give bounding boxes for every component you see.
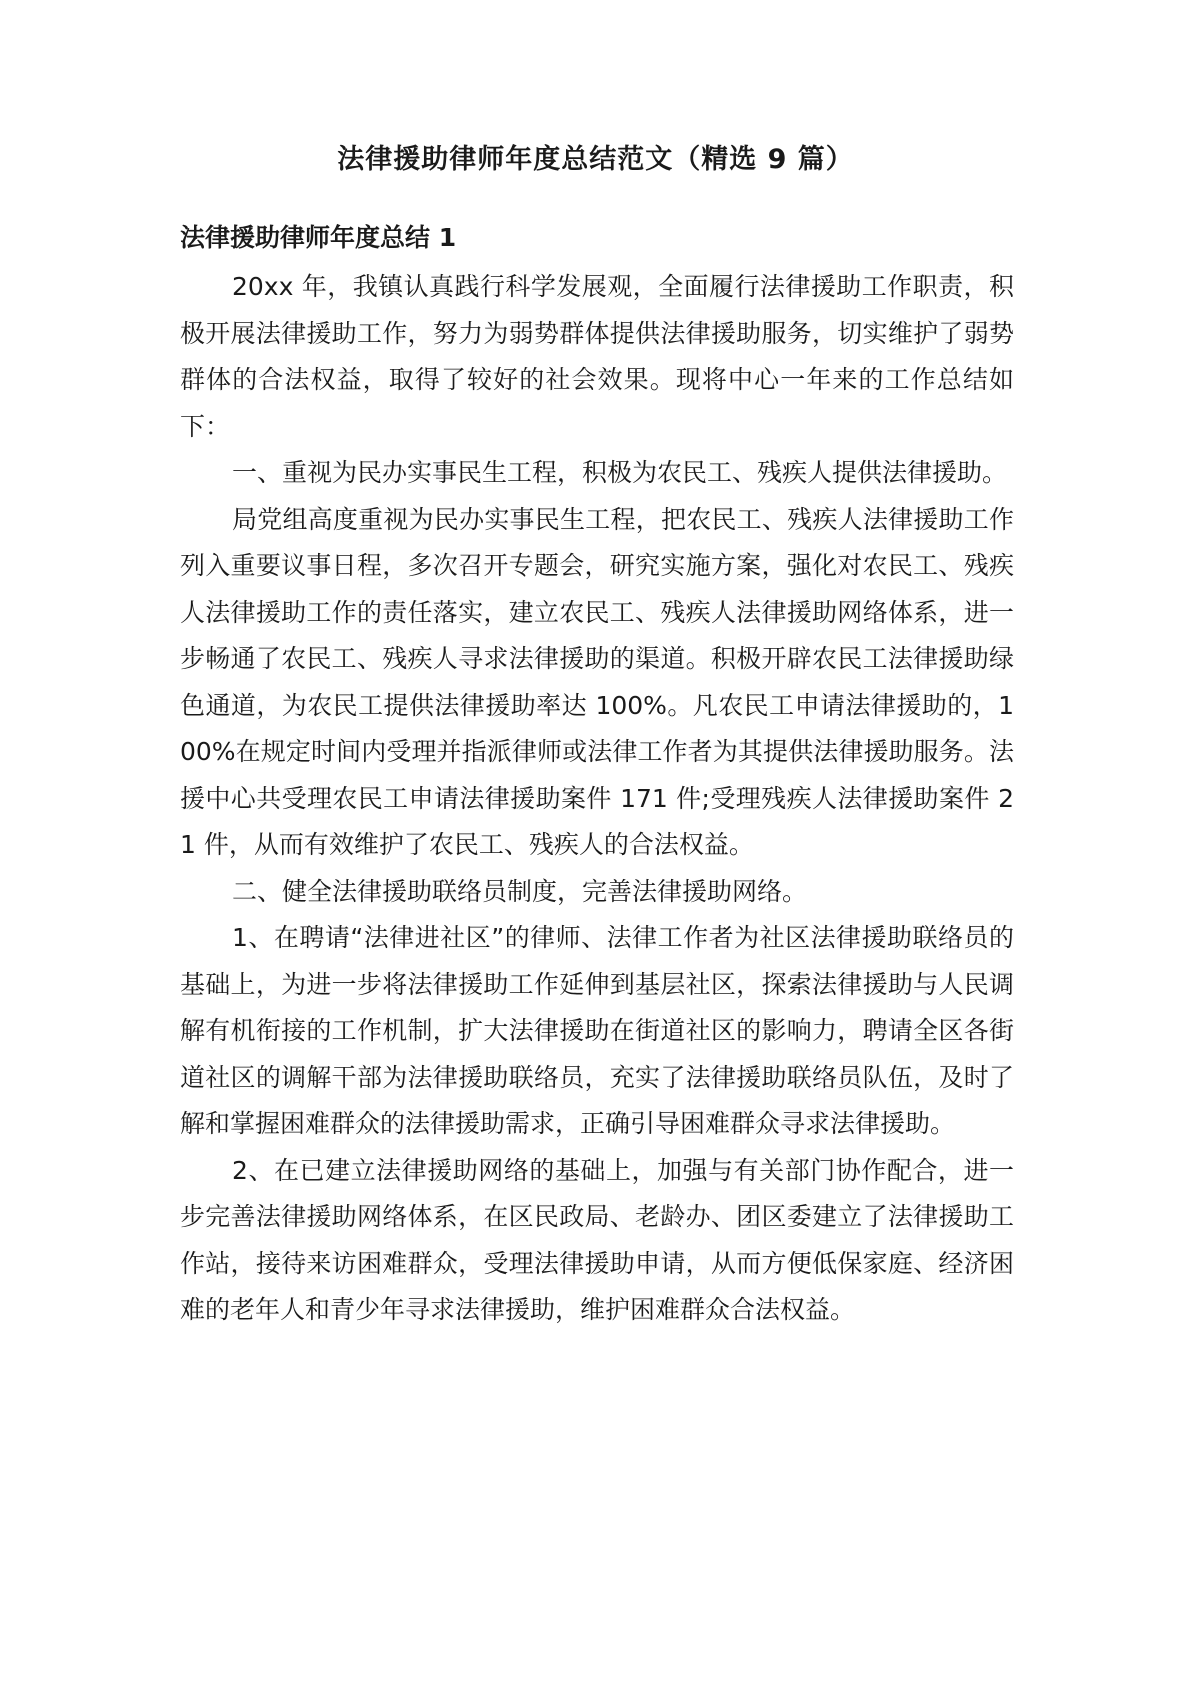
document-title: 法律援助律师年度总结范文（精选 9 篇） <box>337 144 854 175</box>
document-body <box>180 218 1014 1334</box>
paragraph: 二、健全法律援助联络员制度，完善法律援助网络。 <box>232 876 808 906</box>
paragraph: 局党组高度重视为民办实事民生工程，把农民工、残疾人法律援助工作列入重要议事日程，多次召开专题会，研究实施方案，强化对农民工、残疾人法律援助工作的责任落实，建立农民工、残疾人法律援助网络体系，进一步畅通了农民工、残疾人寻求法律援助的渠道。积极开辟农民工法律援助绿色通道，为农民工提供法律援助率达 100%。凡农民工申请法律援助的，100%在规定时间内受理并指派律师或法律工作者为其提供法律援助服务。法援中心共受理农民工申请法律援助案件 171 件;受理残疾人法律援助案件 21 件，从而有效维护了农民工、残疾人的合法权益。 <box>180 504 1014 859</box>
section-heading: 法律援助律师年度总结 1 <box>180 223 457 252</box>
paragraph: 一、重视为民办实事民生工程，积极为农民工、残疾人提供法律援助。 <box>232 458 1008 487</box>
paragraph: 20xx 年，我镇认真践行科学发展观，全面履行法律援助工作职责，积极开展法律援助工作，努力为弱势群体提供法律援助服务，切实维护了弱势群体的合法权益，取得了较好的社会效果。现将中心一年来的工作总结如下： <box>180 272 1014 441</box>
paragraph: 2、在已建立法律援助网络的基础上，加强与有关部门协作配合，进一步完善法律援助网络体系，在区民政局、老龄办、团区委建立了法律援助工作站，接待来访困难群众，受理法律援助申请，从而方便低保家庭、经济困难的老年人和青少年寻求法律援助，维护困难群众合法权益。 <box>180 1155 1014 1324</box>
paragraph: 1、在聘请“法律进社区”的律师、法律工作者为社区法律援助联络员的基础上，为进一步将法律援助工作延伸到基层社区，探索法律援助与人民调解有机衔接的工作机制，扩大法律援助在街道社区的影响力，聘请全区各街道社区的调解干部为法律援助联络员，充实了法律援助联络员队伍，及时了解和掌握困难群众的法律援助需求，正确引导困难群众寻求法律援助。 <box>180 923 1014 1138</box>
